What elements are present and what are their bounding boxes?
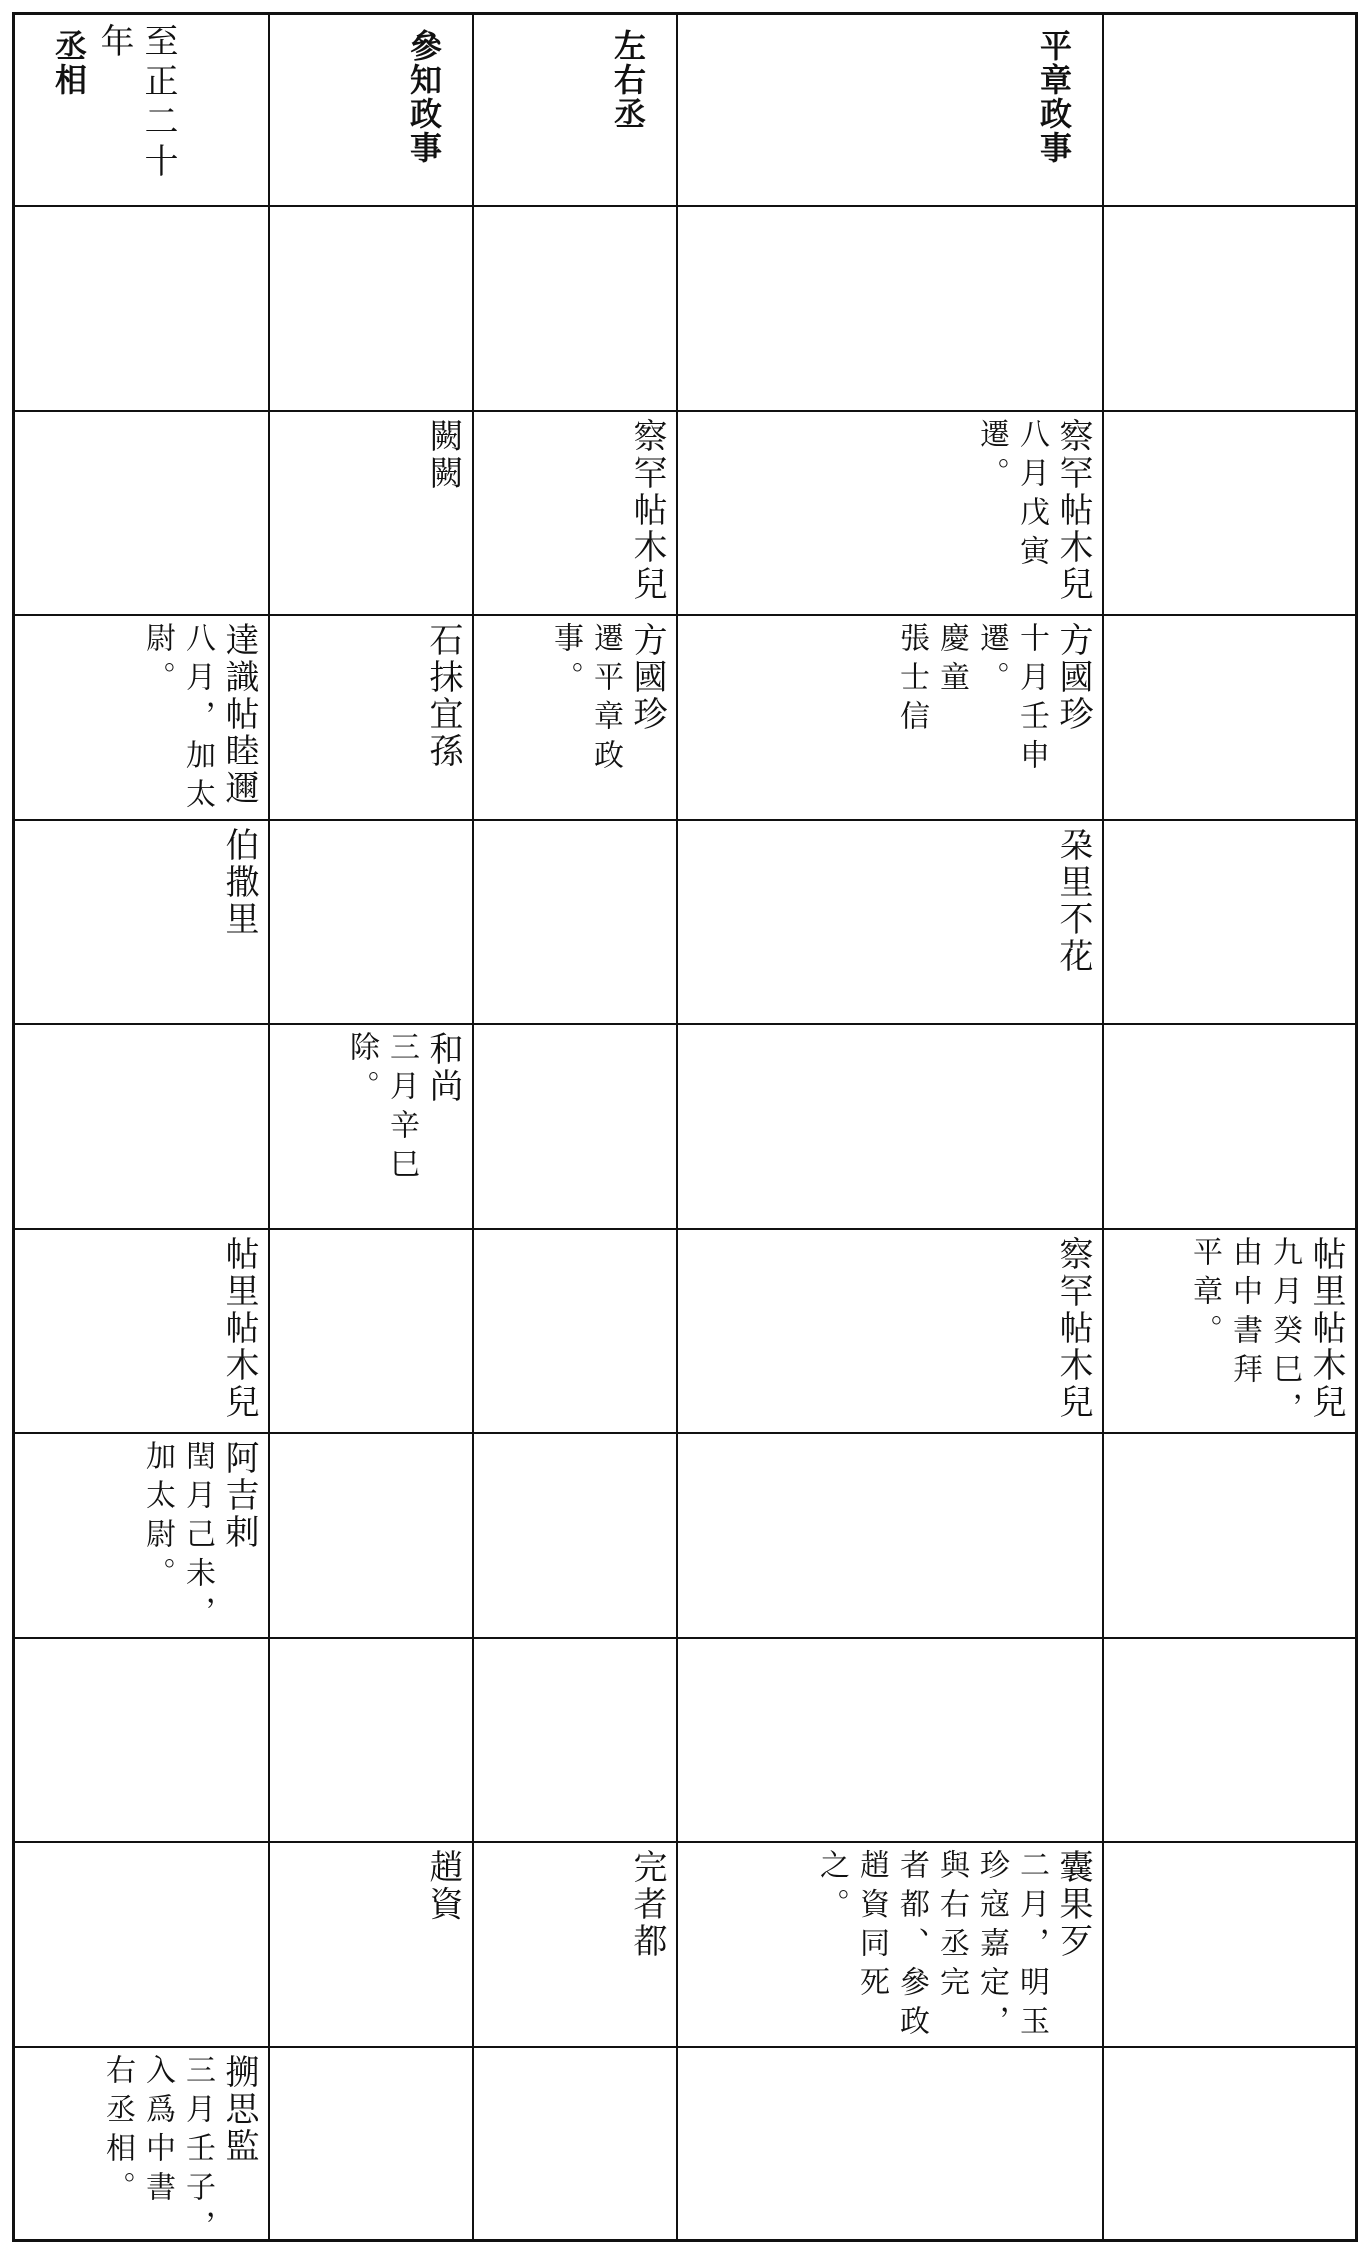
- zuoyou-entry-text: 完者都: [627, 1849, 667, 1960]
- row-10-zuoyou-cell: [474, 2048, 676, 2251]
- zuoyou-entry-text: 遷平章政: [588, 622, 623, 778]
- row-5-chengxiang-cell: [15, 1025, 268, 1228]
- row-2-zuoyou-cell: [474, 412, 676, 615]
- row-4-chengxiang-cell: [15, 821, 268, 1024]
- row-2-canzhi-cell: [270, 412, 472, 615]
- chengxiang-entry-text: 伯撒里: [219, 826, 259, 938]
- row-9-zuoyou-cell: [474, 1843, 676, 2046]
- row-7-pingzhang-cell: [678, 1434, 1102, 1637]
- pingzhang-entry-text: 二月，明玉: [1014, 1849, 1049, 2044]
- zuoyou-entry-text: 事。: [548, 622, 583, 700]
- pingzhang-entry-text: 方國珍: [1053, 622, 1093, 733]
- row-9-right-cell: [1104, 1843, 1355, 2046]
- row-5-pingzhang-cell: [678, 1025, 1102, 1228]
- pingzhang-entry-text: 張士信: [894, 622, 929, 739]
- right-entry-text: 帖里帖木兒: [1306, 1235, 1346, 1421]
- chengxiang-entry-text: 達識帖睦邇: [219, 622, 259, 807]
- chengxiang-entry-text: 加太尉。: [140, 1440, 175, 1596]
- row-6-canzhi-cell: [270, 1230, 472, 1433]
- officials-table: [12, 12, 1358, 2249]
- chengxiang-entry-text: 右丞相。: [100, 2053, 135, 2210]
- row-1-pingzhang-cell: [678, 207, 1102, 410]
- row-4-right-cell: [1104, 821, 1355, 1024]
- pingzhang-entry-text: 朶里不花: [1053, 826, 1093, 975]
- header-era: 至正二十: [138, 23, 178, 183]
- chengxiang-entry-text: 三月壬子，: [180, 2053, 215, 2249]
- canzhi-entry-text: 趙資: [423, 1849, 463, 1923]
- row-1-zuoyou-cell: [474, 207, 676, 410]
- row-6-right-cell: [1104, 1230, 1355, 1433]
- canzhi-entry-text: 石抹宜孫: [423, 622, 463, 770]
- row-3-zuoyou-cell: [474, 616, 676, 819]
- pingzhang-entry-text: 慶童: [934, 622, 969, 700]
- pingzhang-entry-text: 十月壬申: [1014, 622, 1049, 778]
- row-3-chengxiang-cell: [15, 616, 268, 819]
- canzhi-entry-text: 和尚: [423, 1031, 463, 1105]
- row-5-zuoyou-cell: [474, 1025, 676, 1228]
- pingzhang-entry-text: 之。: [814, 1849, 849, 1927]
- row-9-chengxiang-cell: [15, 1843, 268, 2046]
- chengxiang-entry-text: 搠思監: [219, 2053, 259, 2165]
- pingzhang-entry-text: 遷。: [974, 417, 1009, 496]
- pingzhang-entry-text: 遷。: [974, 622, 1009, 700]
- pingzhang-entry-text: 珍寇嘉定，: [974, 1849, 1009, 2044]
- row-8-canzhi-cell: [270, 1639, 472, 1842]
- row-8-zuoyou-cell: [474, 1639, 676, 1842]
- canzhi-entry-text: 三月辛巳: [384, 1031, 419, 1187]
- chengxiang-entry-text: 入爲中書: [140, 2053, 175, 2210]
- row-3-canzhi-cell: [270, 616, 472, 819]
- chengxiang-entry-text: 帖里帖木兒: [219, 1235, 259, 1421]
- canzhi-entry-text: 除。: [344, 1031, 379, 1109]
- row-7-zuoyou-cell: [474, 1434, 676, 1637]
- pingzhang-entry-text: 與右丞完: [934, 1849, 969, 2005]
- row-10-right-cell: [1104, 2048, 1355, 2251]
- row-7-canzhi-cell: [270, 1434, 472, 1637]
- row-10-canzhi-cell: [270, 2048, 472, 2251]
- pingzhang-entry-text: 者都、參政: [894, 1849, 929, 2044]
- row-4-canzhi-cell: [270, 821, 472, 1024]
- chengxiang-entry-text: 尉。: [140, 622, 175, 700]
- header-era-year: 年: [94, 23, 134, 59]
- pingzhang-entry-text: 趙資同死: [854, 1849, 889, 2005]
- row-1-right-cell: [1104, 207, 1355, 410]
- row-2-right-cell: [1104, 412, 1355, 615]
- chengxiang-entry-text: 閏月己未，: [180, 1440, 215, 1635]
- row-2-chengxiang-cell: [15, 412, 268, 615]
- pingzhang-entry-text: 八月戊寅: [1014, 417, 1049, 574]
- pingzhang-entry-text: 囊果歹: [1053, 1849, 1093, 1960]
- row-10-chengxiang-cell: [15, 2048, 268, 2251]
- row-3-pingzhang-cell: [678, 616, 1102, 819]
- row-8-right-cell: [1104, 1639, 1355, 1842]
- zuoyou-entry-text: 方國珍: [627, 622, 667, 733]
- row-5-right-cell: [1104, 1025, 1355, 1228]
- chengxiang-entry-text: 阿吉剌: [219, 1440, 259, 1551]
- row-6-chengxiang-cell: [15, 1230, 268, 1433]
- row-2-pingzhang-cell: [678, 412, 1102, 615]
- row-6-pingzhang-cell: [678, 1230, 1102, 1433]
- row-1-chengxiang-cell: [15, 207, 268, 410]
- canzhi-entry-text: 闕闕: [423, 417, 463, 492]
- row-9-pingzhang-cell: [678, 1843, 1102, 2046]
- chengxiang-entry-text: 八月，加太: [180, 622, 215, 817]
- row-7-chengxiang-cell: [15, 1434, 268, 1637]
- row-6-zuoyou-cell: [474, 1230, 676, 1433]
- row-1-canzhi-cell: [270, 207, 472, 410]
- row-4-zuoyou-cell: [474, 821, 676, 1024]
- pingzhang-entry-text: 察罕帖木兒: [1053, 1235, 1093, 1421]
- row-7-right-cell: [1104, 1434, 1355, 1637]
- row-9-canzhi-cell: [270, 1843, 472, 2046]
- row-8-pingzhang-cell: [678, 1639, 1102, 1842]
- zuoyou-entry-text: 察罕帖木兒: [627, 417, 667, 603]
- header-zuoyou: 左右丞: [609, 29, 647, 131]
- row-4-pingzhang-cell: [678, 821, 1102, 1024]
- header-chengxiang: 丞相: [50, 29, 88, 97]
- right-entry-text: 平章。: [1187, 1235, 1222, 1353]
- row-10-pingzhang-cell: [678, 2048, 1102, 2251]
- right-entry-text: 九月癸巳，: [1267, 1235, 1302, 1431]
- header-pingzhang: 平章政事: [1035, 29, 1073, 165]
- row-3-right-cell: [1104, 616, 1355, 819]
- right-entry-text: 由中書拜: [1227, 1235, 1262, 1392]
- pingzhang-entry-text: 察罕帖木兒: [1053, 417, 1093, 603]
- header-canzhi: 參知政事: [405, 29, 443, 165]
- row-5-canzhi-cell: [270, 1025, 472, 1228]
- row-8-chengxiang-cell: [15, 1639, 268, 1842]
